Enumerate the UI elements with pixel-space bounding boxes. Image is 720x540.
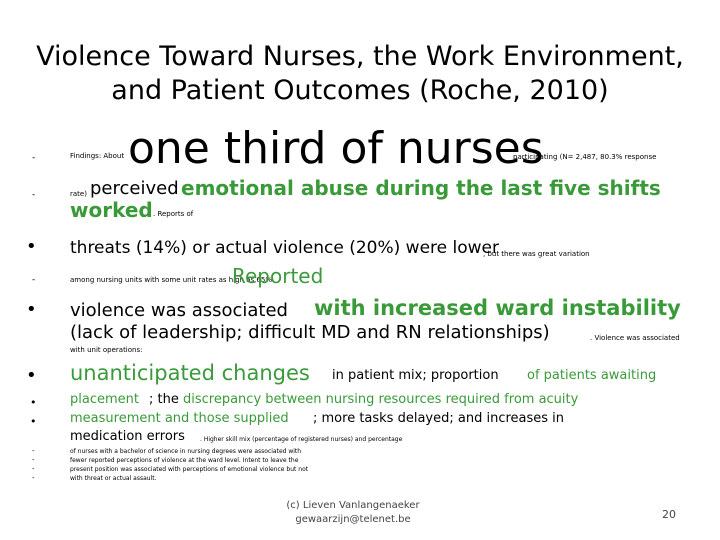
- violence-associated-note: . Violence was associated: [590, 334, 680, 342]
- footer-email: gewaarzijn@telenet.be: [295, 514, 411, 525]
- slide-title-line-1: Violence Toward Nurses, the Work Environment,: [36, 41, 684, 72]
- findings-label: Findings: About: [70, 152, 125, 160]
- bullet-dash: -: [32, 465, 35, 473]
- bullet-dot: •: [26, 365, 37, 386]
- fewer-perceptions-note: fewer reported perceptions of violence at the ward level. Intent to leave the: [70, 457, 299, 464]
- variation-note: , but there was great variation: [483, 250, 590, 258]
- medication-errors-text: medication errors: [70, 429, 185, 444]
- rate-note: rate): [70, 190, 87, 198]
- bullet-dash: -: [32, 190, 36, 200]
- unanticipated-changes-text: unanticipated changes: [70, 361, 310, 385]
- patients-awaiting-text: of patients awaiting: [527, 368, 657, 383]
- bullet-dash: -: [32, 447, 35, 455]
- participation-note: participating (N= 2,487, 80.3% response: [513, 153, 657, 161]
- bullet-dash: -: [32, 275, 36, 285]
- bullet-dot: •: [26, 236, 37, 257]
- measurement-text: measurement and those supplied: [70, 411, 289, 426]
- perceived-text: perceived: [90, 178, 179, 199]
- lack-of-leadership-text: (lack of leadership; difficult MD and RN relationships): [70, 322, 550, 343]
- reported-text: Reported: [232, 264, 324, 288]
- bullet-dash: -: [32, 456, 35, 464]
- page-number: 20: [662, 508, 676, 521]
- worked-text: worked: [70, 198, 153, 222]
- unit-operations-note: with unit operations:: [70, 346, 143, 354]
- bachelor-note: of nurses with a bachelor of science in nursing degrees were associated with: [70, 448, 302, 455]
- ward-instability-text: with increased ward instability: [314, 296, 681, 320]
- tasks-delayed-text: ; more tasks delayed; and increases in: [313, 411, 565, 426]
- bullet-dot: •: [30, 415, 37, 428]
- one-third-headline: one third of nurses: [128, 123, 544, 174]
- bullet-dash: -: [32, 474, 35, 482]
- footer-author: (c) Lieven Vanlangenaeker: [286, 500, 420, 511]
- bullet-dot: •: [26, 299, 37, 320]
- skill-mix-note: . Higher skill mix (percentage of registered nurses) and percentage: [200, 436, 403, 443]
- bullet-dot: •: [30, 396, 37, 409]
- intent-to-leave-note: present position was associated with perceptions of emotional violence but not: [70, 466, 309, 473]
- placement-text: placement: [70, 392, 139, 407]
- threat-assault-note: with threat or actual assault.: [70, 475, 157, 482]
- threats-text: threats (14%) or actual violence (20%) were lower: [70, 238, 499, 258]
- bullet-dash: -: [32, 153, 36, 163]
- violence-associated-text: violence was associated: [70, 300, 288, 321]
- emotional-abuse-text: emotional abuse during the last five shifts: [181, 176, 661, 200]
- patient-mix-text: in patient mix; proportion: [332, 368, 499, 383]
- slide-title-line-2: and Patient Outcomes (Roche, 2010): [111, 75, 609, 106]
- reports-of-note: . Reports of: [153, 210, 194, 218]
- discrepancy-text: discrepancy between nursing resources required from acuity: [183, 392, 579, 407]
- the-text: ; the: [149, 392, 179, 407]
- unit-rates-note: among nursing units with some unit rates as high as 65%.: [70, 276, 275, 284]
